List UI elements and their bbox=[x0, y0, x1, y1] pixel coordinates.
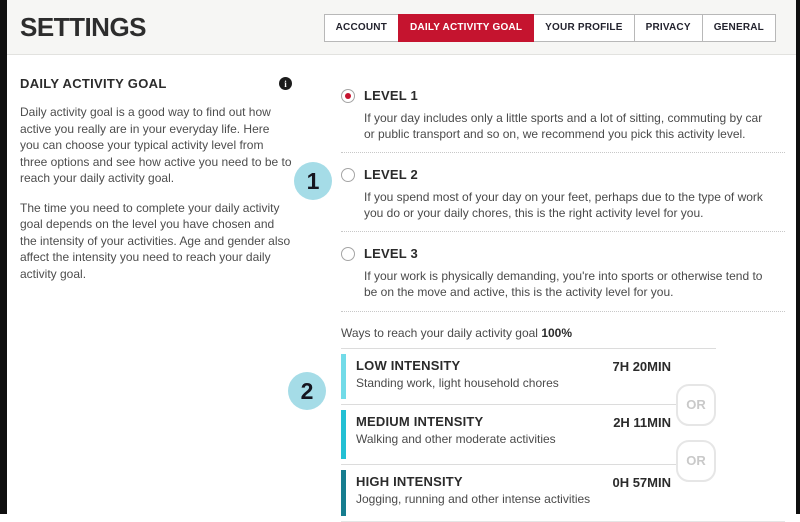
dotted-divider bbox=[341, 231, 785, 232]
high-intensity-bar bbox=[341, 470, 346, 516]
level-2-label: LEVEL 2 bbox=[364, 167, 418, 183]
bottom-divider bbox=[341, 521, 785, 522]
level-3-option[interactable] bbox=[341, 246, 785, 261]
high-intensity-description: Jogging, running and other intense activities bbox=[356, 491, 591, 506]
sidebar bbox=[20, 76, 292, 282]
low-intensity-title: LOW INTENSITY bbox=[356, 357, 461, 373]
sidebar-paragraph: Daily activity goal is a good way to find out how active you really are in your everyday life. Here you can choose your typical activity level from three options and see how active you need to be to reach your daily activity goal. bbox=[20, 105, 292, 186]
level-1-radio[interactable] bbox=[341, 89, 355, 103]
page-right-edge bbox=[796, 0, 800, 514]
sidebar-paragraph: The time you need to complete your daily activity goal depends on the level you have chosen and the intensity of your activities. Age and gender also affect the intensity you need to reach your daily activity goal. bbox=[20, 200, 291, 281]
page-title: SETTINGS bbox=[20, 12, 147, 42]
annotation-callout-2: 2 bbox=[288, 372, 326, 410]
ways-to-reach-goal-label: Ways to reach your daily activity goal 100% bbox=[341, 325, 573, 340]
level-3-description: If your work is physically demanding, you're into sports or otherwise tend to be on the move and active, this is the activity level for you. bbox=[364, 269, 763, 299]
tab-privacy[interactable]: PRIVACY bbox=[634, 14, 703, 42]
high-intensity-row bbox=[341, 464, 716, 521]
medium-intensity-description: Walking and other moderate activities bbox=[356, 431, 556, 446]
tab-your-profile[interactable]: YOUR PROFILE bbox=[533, 14, 634, 42]
intensity-breakdown bbox=[341, 348, 716, 521]
level-3-radio[interactable] bbox=[341, 247, 355, 261]
low-intensity-time: 7H 20MIN bbox=[612, 358, 671, 374]
header bbox=[7, 0, 796, 55]
sidebar-heading: DAILY ACTIVITY GOAL bbox=[20, 76, 167, 91]
or-badge: OR bbox=[676, 384, 716, 426]
level-2-radio[interactable] bbox=[341, 168, 355, 182]
level-1-description: If your day includes only a little sports and a lot of sitting, commuting by car or public transport and so on, we recommend you pick this activity level. bbox=[364, 111, 763, 141]
tab-general[interactable]: GENERAL bbox=[702, 14, 776, 42]
dotted-divider bbox=[341, 311, 785, 312]
tab-daily-activity-goal[interactable]: DAILY ACTIVITY GOAL bbox=[398, 14, 534, 42]
or-badge: OR bbox=[676, 440, 716, 482]
info-icon[interactable]: i bbox=[279, 77, 292, 90]
goal-percentage: 100% bbox=[541, 325, 573, 340]
level-1-label: LEVEL 1 bbox=[364, 88, 418, 103]
level-2-description: If you spend most of your day on your feet, perhaps due to the type of work you do or your daily chores, this is the right activity level for you. bbox=[364, 190, 763, 220]
tab-account[interactable]: ACCOUNT bbox=[324, 14, 399, 42]
page-left-edge bbox=[0, 0, 7, 514]
medium-intensity-row bbox=[341, 404, 716, 464]
main-content bbox=[341, 88, 785, 522]
medium-intensity-time: 2H 11MIN bbox=[613, 414, 671, 430]
level-1-option[interactable] bbox=[341, 88, 785, 103]
medium-intensity-bar bbox=[341, 410, 346, 459]
low-intensity-description: Standing work, light household chores bbox=[356, 375, 559, 390]
medium-intensity-title: MEDIUM INTENSITY bbox=[356, 413, 484, 429]
level-2-option[interactable] bbox=[341, 167, 785, 182]
low-intensity-row bbox=[341, 348, 716, 404]
level-3-label: LEVEL 3 bbox=[364, 246, 418, 262]
high-intensity-title: HIGH INTENSITY bbox=[356, 473, 463, 489]
tab-bar bbox=[325, 14, 776, 42]
low-intensity-bar bbox=[341, 354, 346, 399]
dotted-divider bbox=[341, 152, 785, 153]
high-intensity-time: 0H 57MIN bbox=[612, 474, 671, 490]
annotation-callout-1: 1 bbox=[294, 162, 332, 200]
